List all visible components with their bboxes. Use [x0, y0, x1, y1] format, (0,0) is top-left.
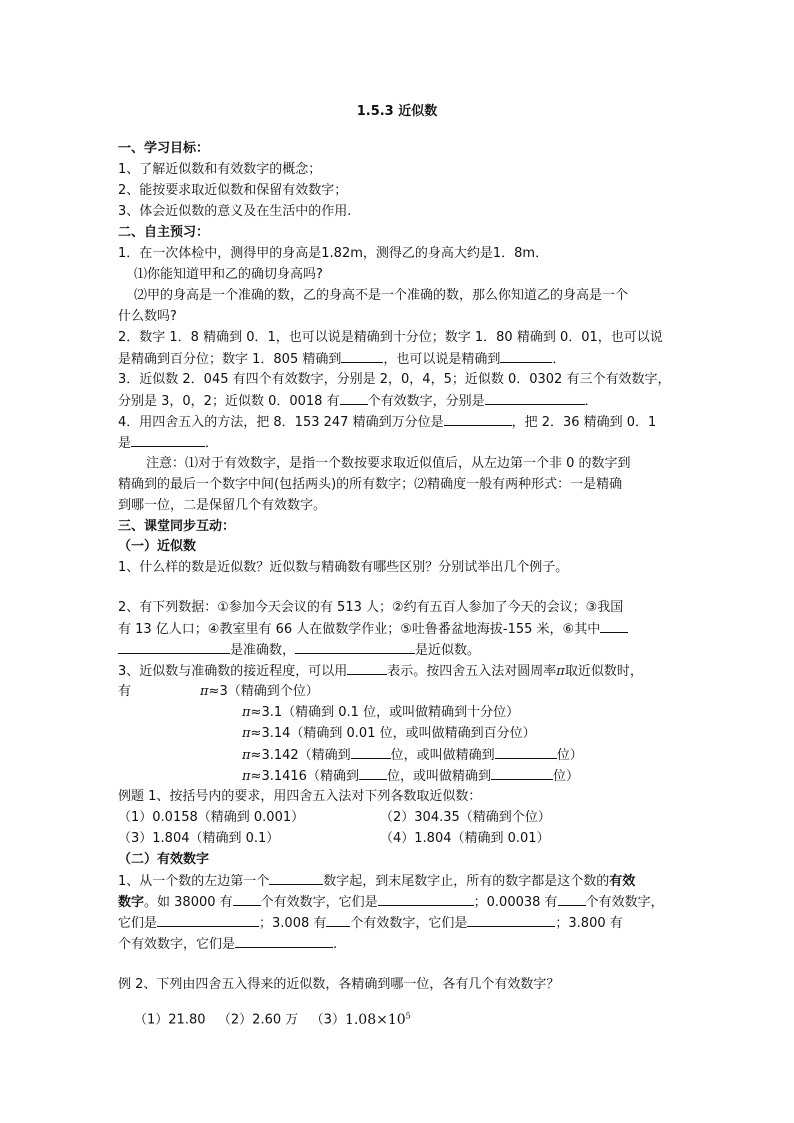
approx-q3-have: 有: [118, 684, 132, 699]
example-1-c: （3）1.804（精确到 0.1）: [118, 831, 280, 846]
blank[interactable]: [467, 913, 555, 927]
approx-q3-line1: 3、近似数与准确数的接近程度，可以用 表示。按四舍五入法对圆周率π取近似数时，: [118, 661, 643, 682]
example-1-a: （1）0.0158（精确到 0.001）: [118, 810, 305, 825]
example-1-d: （4）1.804（精确到 0.01）: [380, 831, 550, 846]
approx-q1: 1、什么样的数是近似数？近似数与精确数有哪些区别？分别试举出几个例子。: [118, 560, 569, 575]
objective-1: 1、了解近似数和有效数字的概念；: [118, 162, 322, 177]
blank[interactable]: [233, 892, 261, 906]
blank[interactable]: [235, 934, 333, 948]
blank[interactable]: [359, 766, 387, 780]
pi-approx-3: π≈3.14（精确到 0.01 位，或叫做精确到百分位）: [242, 726, 536, 741]
blank[interactable]: [157, 913, 259, 927]
example-1-prompt: 例题 1、按括号内的要求，用四舍五入法对下列各数取近似数：: [118, 789, 482, 804]
blank[interactable]: [326, 913, 350, 927]
preview-q3-line2: 分别是 3，0，2；近似数 0．0018 有 个有效数字，分别是 ．: [118, 391, 598, 412]
blank[interactable]: [341, 349, 383, 363]
subsection-approx: （一）近似数: [118, 539, 197, 554]
approx-q2-line2: 有 13 亿人口；④教室里有 66 人在做数学作业；⑤吐鲁番盆地海拔-155 米，⑥其中: [118, 619, 628, 640]
note-line1: 注意：⑴对于有效数字，是指一个数按要求取近似值后，从左边第一个非 0 的数字到: [146, 456, 631, 471]
preview-q3-line1: 3．近似数 2．045 有四个有效数字，分别是 2，0，4，5；近似数 0．0302 有三个有效数字，: [118, 372, 671, 387]
blank[interactable]: [495, 745, 557, 759]
pi-approx-4: π≈3.142（精确到 位，或叫做精确到 位）: [242, 745, 583, 766]
preview-q2-line2: 是精确到百分位；数字 1．805 精确到 ，也可以说是精确到 ．: [118, 349, 565, 370]
page-title: 1.5.3 近似数: [356, 104, 438, 119]
sig-def-line3: 它们是 ；3.008 有 个有效数字，它们是 ；3.800 有: [118, 913, 623, 934]
preview-q1a: ⑴你能知道甲和乙的确切身高吗?: [134, 267, 323, 282]
blank[interactable]: [118, 640, 230, 654]
blank[interactable]: [340, 391, 368, 405]
blank[interactable]: [491, 766, 553, 780]
pi-approx-5: π≈3.1416（精确到 位，或叫做精确到 位）: [242, 766, 579, 787]
approx-q2-line1: 2、有下列数据：①参加今天会议的有 513 人；②约有五百人参加了今天的会议；③我国: [118, 600, 624, 615]
preview-q2-line1: 2．数字 1．8 精确到 0．1，也可以说是精确到十分位；数字 1．80 精确到 0．01，也可以说: [118, 330, 663, 345]
section-2-heading: 二、自主预习：: [118, 225, 210, 240]
example-2-prompt: 例 2、下列由四舍五入得来的近似数，各精确到哪一位，各有几个有效数字？: [118, 977, 560, 992]
preview-q4-line1: 4．用四舍五入的方法，把 8．153 247 精确到万分位是 ，把 2．36 精确到 0．1: [118, 412, 656, 433]
section-1-heading: 一、学习目标：: [118, 141, 210, 156]
blank[interactable]: [347, 661, 387, 675]
example-1-b: （2）304.35（精确到个位）: [380, 810, 551, 825]
example-2-items: （1）21.80 （2）2.60 万 $(3)1.08\times 10^5$: [134, 1011, 411, 1028]
preview-q1: 1．在一次体检中，测得甲的身高是1.82m，测得乙的身高大约是1．8m．: [118, 246, 549, 261]
objective-3: 3、体会近似数的意义及在生活中的作用.: [118, 204, 352, 219]
objective-2: 2、能按要求取近似数和保留有效数字；: [118, 183, 348, 198]
subsection-sig-digits: （二）有效数字: [118, 852, 210, 867]
blank[interactable]: [131, 433, 205, 447]
preview-q1b-line2: 什么数吗?: [118, 309, 177, 324]
section-3-heading: 三、课堂同步互动：: [118, 519, 236, 534]
blank[interactable]: [351, 745, 391, 759]
blank[interactable]: [558, 892, 586, 906]
sig-def-line4: 个有效数字，它们是 .: [118, 934, 337, 955]
sci-notation: $1.08\times 10^5$: [344, 1011, 411, 1028]
pi-approx-2: π≈3.1（精确到 0.1 位，或叫做精确到十分位）: [242, 705, 520, 720]
blank[interactable]: [444, 412, 512, 426]
sig-def-line2: 数字。如 38000 有 个有效数字，它们是 ；0.00038 有 个有效数字，: [118, 892, 664, 913]
blank[interactable]: [500, 349, 552, 363]
approx-q2-line3: 是准确数， 是近似数。: [118, 640, 480, 661]
blank[interactable]: [485, 391, 585, 405]
pi-approx-1: π≈3（精确到个位）: [200, 684, 319, 699]
preview-q1b-line1: ⑵甲的身高是一个准确的数，乙的身高不是一个准确的数，那么你知道乙的身高是一个: [134, 288, 629, 303]
blank[interactable]: [295, 640, 415, 654]
preview-q4-line2: 是 ．: [118, 433, 218, 454]
blank[interactable]: [378, 892, 474, 906]
note-line3: 到哪一位，二是保留几个有效数字。: [118, 498, 327, 513]
sig-def-line1: 1、从一个数的左边第一个 数字起，到末尾数字止，所有的数字都是这个数的有效: [118, 871, 635, 892]
blank[interactable]: [269, 871, 323, 885]
note-line2: 精确到的最后一个数字中间(包括两头)的所有数字；⑵精确度一般有两种形式：一是精确: [118, 477, 623, 492]
blank[interactable]: [600, 619, 628, 633]
